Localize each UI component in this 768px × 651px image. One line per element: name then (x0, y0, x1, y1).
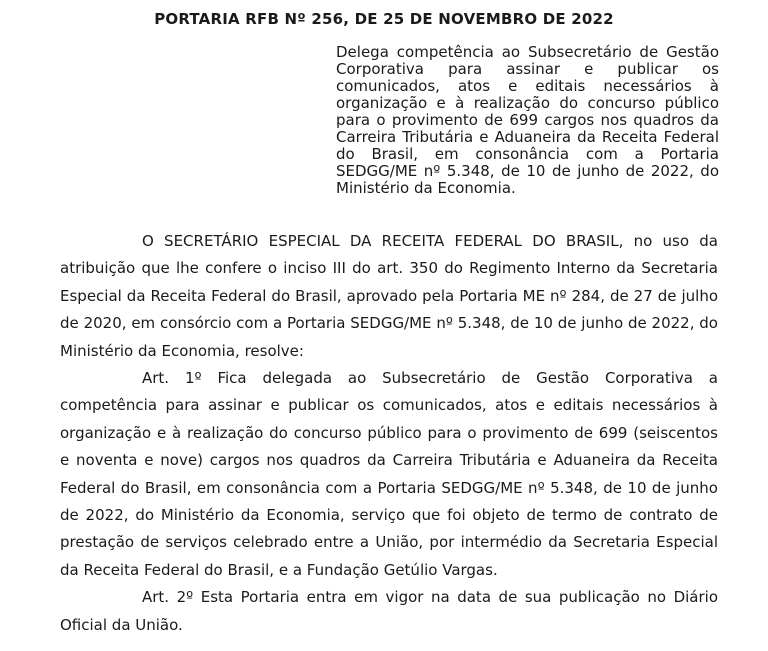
document-title: PORTARIA RFB Nº 256, DE 25 DE NOVEMBRO DE 2022 (154, 10, 614, 28)
preamble-paragraph: O SECRETÁRIO ESPECIAL DA RECEITA FEDERAL DO BRASIL, no uso da atribuição que lhe confere o inciso III do art. 350 do Regimento Interno da Secretaria Especial da Receita Federal do Brasil, aprovado pela Portaria ME nº 284, de 27 de julho de 2020, em consórcio com a Portaria SEDGG/ME nº 5.348, de 10 de junho de 2022, do Ministério da Economia, resolve: (60, 232, 718, 360)
article-2-paragraph: Art. 2º Esta Portaria entra em vigor na data de sua publicação no Diário Oficial da União. (60, 588, 718, 634)
ementa-paragraph: Delega competência ao Subsecretário de Gestão Corporativa para assinar e publicar os comunicados, atos e editais necessários à organização e à realização do concurso público para o provimento de 699 cargos nos quadros da Carreira Tributária e Aduaneira da Receita Federal do Brasil, em consonância com a Portaria SEDGG/ME nº 5.348, de 10 de junho de 2022, do Ministério da Economia. (336, 43, 719, 197)
article-1-paragraph: Art. 1º Fica delegada ao Subsecretário de Gestão Corporativa a competência para assinar e publicar os comunicados, atos e editais necessários à organização e à realização do concurso público para o provimento de 699 (seiscentos e noventa e nove) cargos nos quadros da Carreira Tributária e Aduaneira da Receita Federal do Brasil, em consonância com a Portaria SEDGG/ME nº 5.348, de 10 de junho de 2022, do Ministério da Economia, serviço que foi objeto de termo de contrato de prestação de serviços celebrado entre a União, por intermédio da Secretaria Especial da Receita Federal do Brasil, e a Fundação Getúlio Vargas. (60, 369, 718, 579)
document-body (60, 228, 718, 639)
